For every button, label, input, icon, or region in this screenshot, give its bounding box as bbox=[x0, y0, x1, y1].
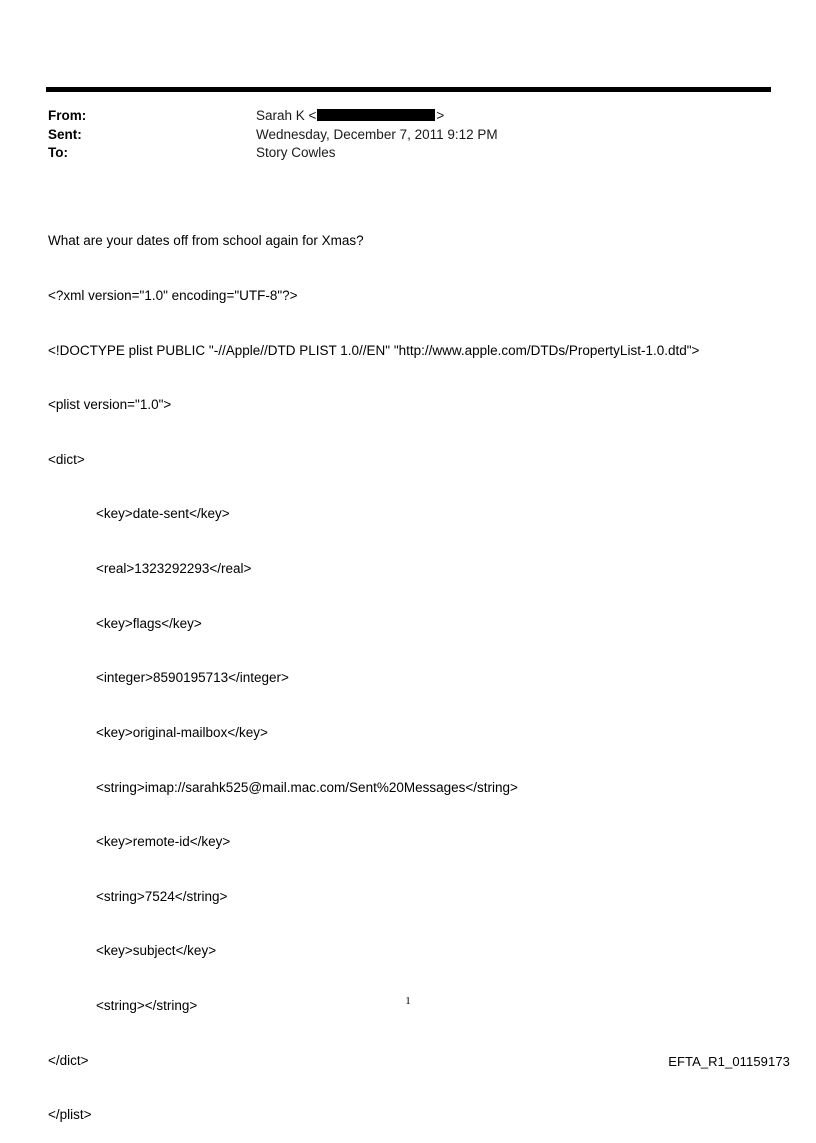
sent-value: Wednesday, December 7, 2011 9:12 PM bbox=[256, 126, 498, 142]
to-label: To: bbox=[48, 145, 68, 160]
plist-entry-line: <key>remote-id</key> bbox=[96, 834, 231, 850]
page-number: 1 bbox=[405, 995, 411, 1007]
plist-entry-line: <string>7524</string> bbox=[96, 888, 228, 904]
sender-name: Sarah K < bbox=[256, 108, 317, 123]
plist-entry-line: <integer>8590195713</integer> bbox=[96, 670, 289, 686]
plist-entry-line: <key>subject</key> bbox=[96, 943, 217, 959]
header-divider bbox=[46, 87, 771, 92]
sender-email-close: > bbox=[436, 108, 445, 123]
plist-entry-line: <string></string> bbox=[96, 997, 198, 1013]
plist-close-line: </plist> bbox=[48, 1107, 92, 1123]
from-label: From: bbox=[48, 108, 87, 123]
plist-entry-line: <real>1323292293</real> bbox=[96, 561, 252, 577]
email-header bbox=[48, 107, 768, 163]
plist-open-line: <plist version="1.0"> bbox=[48, 397, 172, 413]
from-row bbox=[48, 107, 768, 126]
message-line: What are your dates off from school again for Xmas? bbox=[48, 233, 364, 249]
to-value: Story Cowles bbox=[256, 145, 336, 160]
from-value bbox=[256, 107, 444, 126]
plist-entry-line: <key>flags</key> bbox=[96, 615, 202, 631]
dict-open-line: <dict> bbox=[48, 451, 85, 467]
dict-close-line: </dict> bbox=[48, 1052, 89, 1068]
sent-label: Sent: bbox=[48, 126, 82, 142]
sent-row bbox=[48, 126, 768, 145]
plist-entry-line: <key>original-mailbox</key> bbox=[96, 724, 268, 740]
doctype-line: <!DOCTYPE plist PUBLIC "-//Apple//DTD PLIST 1.0//EN" "http://www.apple.com/DTDs/PropertyList-1.0.dtd"> bbox=[48, 342, 700, 358]
plist-entry-line: <string>imap://sarahk525@mail.mac.com/Sent%20Messages</string> bbox=[96, 779, 518, 795]
plist-entry-line: <key>date-sent</key> bbox=[96, 506, 230, 522]
document-id: EFTA_R1_01159173 bbox=[668, 1054, 790, 1069]
to-row bbox=[48, 144, 768, 163]
redacted-email-block bbox=[317, 109, 435, 121]
xml-declaration-line: <?xml version="1.0" encoding="UTF-8"?> bbox=[48, 288, 298, 304]
